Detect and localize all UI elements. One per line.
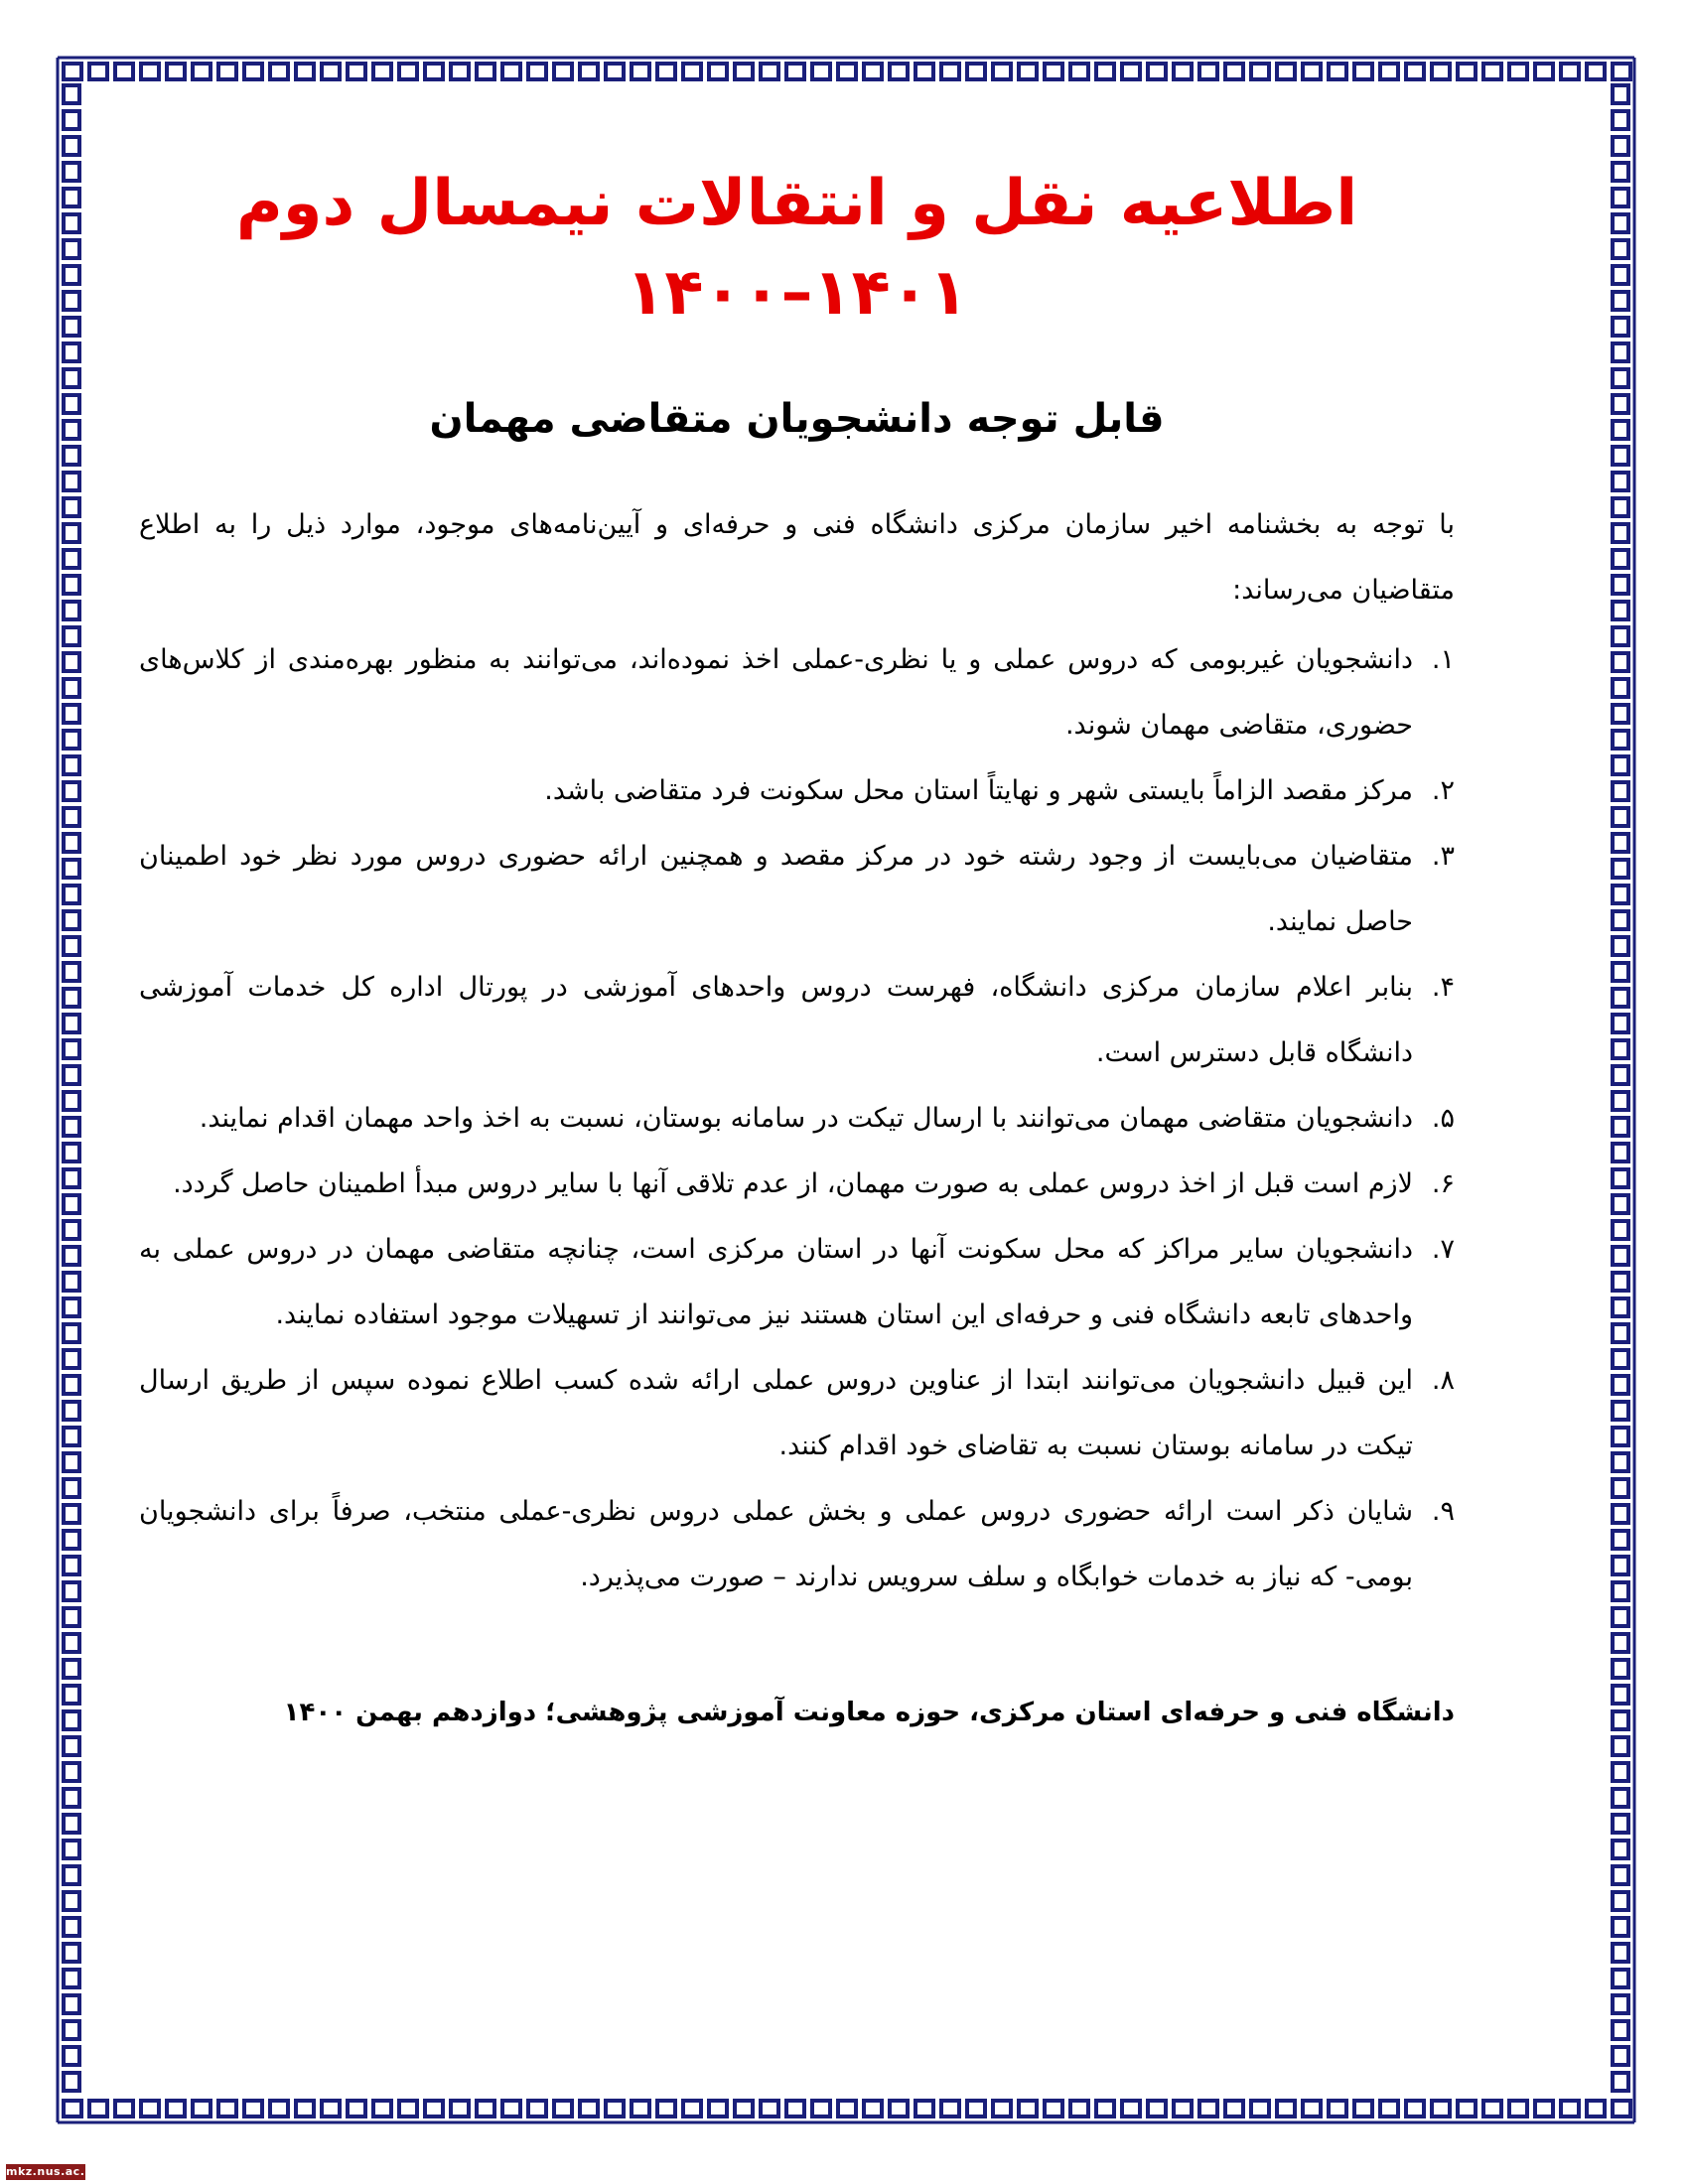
item-number: ۹. (1431, 1496, 1455, 1527)
item-number: ۶. (1431, 1168, 1455, 1199)
intro-paragraph: با توجه به بخشنامه اخیر سازمان مرکزی دانشگاه فنی و حرفه‌ای و آیین‌نامه‌های موجود، موارد ذیل را به اطلاع متقاضیان می‌رساند: (139, 509, 1455, 606)
item-text: متقاضیان می‌بایست از وجود رشته خود در مرکز مقصد و همچنین ارائه حضوری دروس مورد نظر خود اطمینان حاصل نمایند. (139, 841, 1413, 937)
list-item (139, 758, 1455, 824)
list-item (139, 1152, 1455, 1217)
list-item (139, 955, 1455, 1086)
notice-signature: دانشگاه فنی و حرفه‌ای استان مرکزی، حوزه معاونت آموزشی پژوهشی؛ دوازدهم بهمن ۱۴۰۰ (283, 1698, 1455, 1727)
item-text: لازم است قبل از اخذ دروس عملی به صورت مهمان، از عدم تلاقی آنها با سایر دروس مبدأ اطمینان حاصل گردد. (173, 1168, 1413, 1199)
item-number: ۳. (1431, 841, 1455, 872)
item-number: ۸. (1431, 1365, 1455, 1396)
list-item (139, 824, 1455, 955)
notice-items-list (139, 627, 1455, 1610)
site-logo[interactable]: mkz.nus.ac.ir (6, 2165, 95, 2178)
item-text: این قبیل دانشجویان می‌توانند ابتدا از عناوین دروس عملی ارائه شده کسب اطلاع نموده سپس از طریق ارسال تیکت در سامانه بوستان نسبت به تقاضای خود اقدام کنند. (139, 1365, 1413, 1461)
list-item (139, 627, 1455, 758)
item-number: ۱. (1431, 644, 1455, 675)
list-item (139, 1479, 1455, 1610)
item-text: بنابر اعلام سازمان مرکزی دانشگاه، فهرست دروس واحدهای آموزشی در پورتال اداره کل خدمات آموزشی دانشگاه قابل دسترس است. (139, 972, 1413, 1068)
notice-subtitle: قابل توجه دانشجویان متقاضی مهمان (429, 396, 1165, 442)
list-item (139, 1217, 1455, 1348)
item-text: شایان ذکر است ارائه حضوری دروس عملی و بخش عملی دروس نظری-عملی منتخب، صرفاً برای دانشجویان بومی- که نیاز به خدمات خوابگاه و سلف سرویس ندارند – صورت می‌پذیرد. (139, 1496, 1413, 1592)
list-item (139, 1348, 1455, 1479)
item-number: ۷. (1431, 1234, 1455, 1265)
notice-title: اطلاعیه نقل و انتقالات نیمسال دوم ۱۴۰۱–۱۴۰۰ (235, 167, 1358, 330)
item-number: ۴. (1431, 972, 1455, 1003)
item-text: دانشجویان سایر مراکز که محل سکونت آنها در استان مرکزی است، چنانچه متقاضی مهمان در دروس عملی به واحدهای تابعه دانشگاه فنی و حرفه‌ای این استان هستند نیز می‌توانند از تسهیلات موجود استفاده نمایند. (139, 1234, 1413, 1330)
list-item (139, 1086, 1455, 1152)
notice-body (139, 139, 1455, 1737)
item-text: دانشجویان متقاضی مهمان می‌توانند با ارسال تیکت در سامانه بوستان، نسبت به اخذ واحد مهمان اقدام نمایند. (199, 1103, 1413, 1134)
item-number: ۲. (1431, 775, 1455, 806)
item-text: دانشجویان غیربومی که دروس عملی و یا نظری-عملی اخذ نموده‌اند، می‌توانند به منظور بهره‌مندی از کلاس‌های حضوری، متقاضی مهمان شوند. (139, 644, 1413, 741)
item-text: مرکز مقصد الزاماً بایستی شهر و نهایتاً استان محل سکونت فرد متقاضی باشد. (544, 775, 1413, 806)
item-number: ۵. (1431, 1103, 1455, 1134)
